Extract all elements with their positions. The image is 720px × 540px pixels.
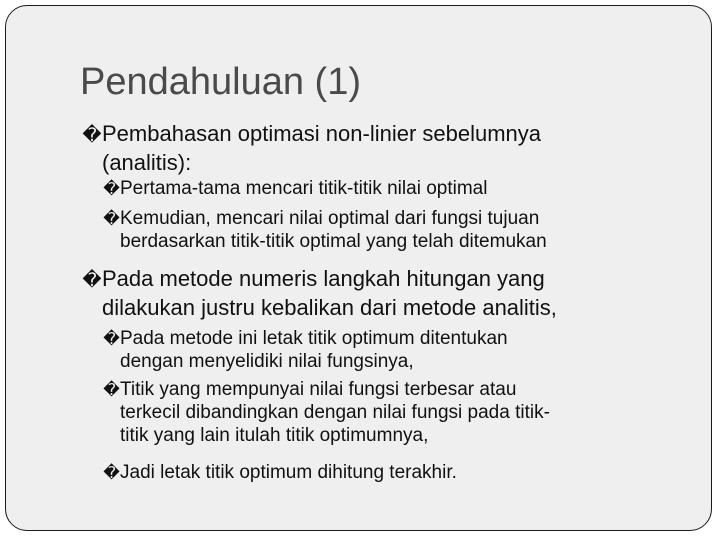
sub-bullet-marker-icon: �: [103, 329, 120, 348]
bullet-1-line-2: (analitis):: [102, 150, 192, 175]
sub-bullet-2-3-line-1: Jadi letak titik optimum dihitung terakhir.: [120, 462, 457, 483]
sub-bullet-2-2-line-3: titik yang lain itulah titik optimumnya,: [120, 425, 429, 446]
sub-bullet-1-1: [103, 177, 487, 200]
slide-title: Pendahuluan (1): [80, 61, 361, 103]
bullet-2-line-2: dilakukan justru kebalikan dari metode analitis,: [102, 295, 557, 320]
sub-bullet-2-3: [103, 461, 457, 484]
sub-bullet-2-2: [103, 378, 550, 447]
sub-bullet-marker-icon: �: [103, 380, 120, 399]
sub-bullet-1-1-line-1: Pertama-tama mencari titik-titik nilai optimal: [120, 178, 488, 199]
sub-bullet-2-1-line-1: Pada metode ini letak titik optimum ditentukan: [120, 328, 508, 349]
sub-bullet-marker-icon: �: [103, 463, 120, 482]
sub-bullet-1-2-line-1: Kemudian, mencari nilai optimal dari fungsi tujuan: [120, 208, 540, 229]
bullet-marker-icon: �: [82, 125, 102, 146]
sub-bullet-2-2-line-1: Titik yang mempunyai nilai fungsi terbesar atau: [120, 379, 517, 400]
sub-bullet-1-2-line-2: berdasarkan titik-titik optimal yang telah ditemukan: [120, 231, 547, 252]
sub-bullet-marker-icon: �: [103, 179, 120, 198]
bullet-2-line-1: Pada metode numeris langkah hitungan yang: [102, 266, 545, 291]
sub-bullet-marker-icon: �: [103, 209, 120, 228]
sub-bullet-2-2-line-2: terkecil dibandingkan dengan nilai fungsi pada titik-: [120, 402, 550, 423]
sub-bullet-2-1-line-2: dengan menyelidiki nilai fungsinya,: [120, 351, 414, 372]
bullet-2: [82, 265, 557, 321]
sub-bullet-2-1: [103, 327, 508, 373]
sub-bullet-1-2: [103, 207, 547, 253]
bullet-1: [82, 120, 541, 176]
bullet-marker-icon: �: [82, 270, 102, 291]
bullet-1-line-1: Pembahasan optimasi non-linier sebelumnya: [102, 121, 542, 146]
